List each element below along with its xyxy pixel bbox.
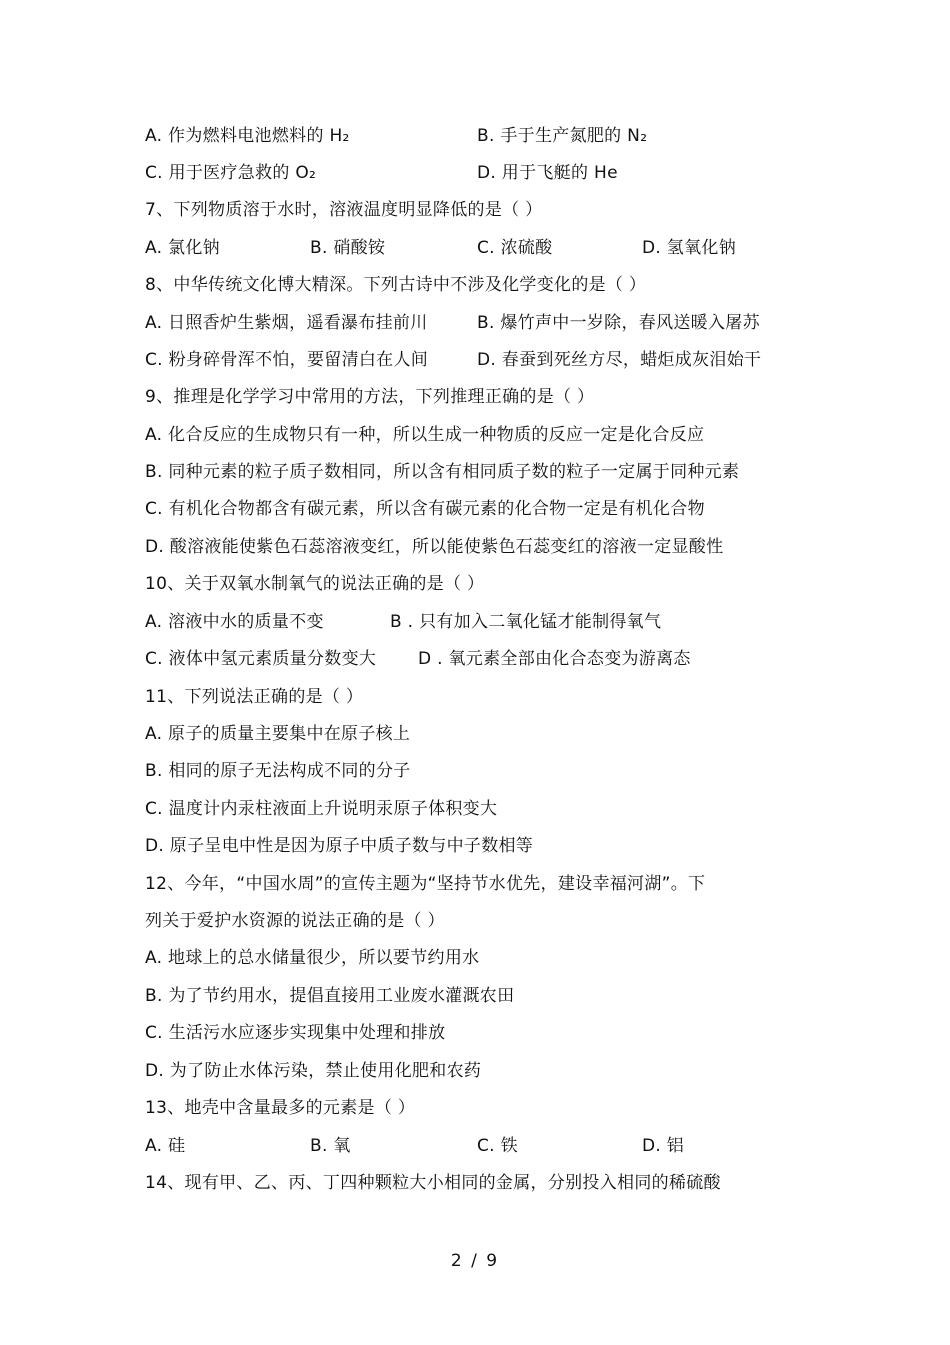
q13-option-c: C. 铁 — [477, 1136, 518, 1156]
q10-option-d: D . 氧元素全部由化合态变为游离态 — [418, 649, 691, 669]
q13-option-d: D. 铝 — [642, 1136, 685, 1156]
q13-option-a: A. 硅 — [145, 1136, 186, 1156]
q8-stem: 8、中华传统文化博大精深。下列古诗中不涉及化学变化的是（ ） — [145, 275, 647, 295]
q9-option-a: A. 化合反应的生成物只有一种，所以生成一种物质的反应一定是化合反应 — [145, 425, 705, 445]
q7-option-a: A. 氯化钠 — [145, 238, 220, 258]
q11-option-b: B. 相同的原子无法构成不同的分子 — [145, 761, 411, 781]
q7-option-b: B. 硝酸铵 — [310, 238, 386, 258]
q8-option-b: B. 爆竹声中一岁除，春风送暖入屠苏 — [477, 313, 760, 333]
q8-option-c: C. 粉身碎骨浑不怕，要留清白在人间 — [145, 350, 429, 370]
q10-option-a: A. 溶液中水的质量不变 — [145, 612, 324, 632]
q6-option-c: C. 用于医疗急救的 O₂ — [145, 163, 317, 183]
q11-option-d: D. 原子呈电中性是因为原子中质子数与中子数相等 — [145, 836, 534, 856]
q8-option-d: D. 春蚕到死丝方尽，蜡炬成灰泪始干 — [477, 350, 762, 370]
q13-option-b: B. 氧 — [310, 1136, 351, 1156]
q9-option-c: C. 有机化合物都含有碳元素，所以含有碳元素的化合物一定是有机化合物 — [145, 499, 705, 519]
q12-option-d: D. 为了防止水体污染，禁止使用化肥和农药 — [145, 1061, 482, 1081]
q9-option-b: B. 同种元素的粒子质子数相同，所以含有相同质子数的粒子一定属于同种元素 — [145, 462, 740, 482]
q12-option-b: B. 为了节约用水，提倡直接用工业废水灌溉农田 — [145, 986, 515, 1006]
q7-stem: 7、下列物质溶于水时，溶液温度明显降低的是（ ） — [145, 200, 543, 220]
q9-option-d: D. 酸溶液能使紫色石蕊溶液变红，所以能使紫色石蕊变红的溶液一定显酸性 — [145, 537, 724, 557]
q8-option-a: A. 日照香炉生紫烟，遥看瀑布挂前川 — [145, 313, 428, 333]
q7-option-c: C. 浓硫酸 — [477, 238, 553, 258]
q10-option-c: C. 液体中氢元素质量分数变大 — [145, 649, 377, 669]
q12-stem-line-1: 12、今年，“中国水周”的宣传主题为“坚持节水优先，建设幸福河湖”。下 — [145, 874, 706, 894]
q6-option-d: D. 用于飞艇的 He — [477, 163, 618, 183]
q6-option-b: B. 手于生产氮肥的 N₂ — [477, 126, 648, 146]
page-number: 2 / 9 — [450, 1251, 500, 1271]
q12-option-c: C. 生活污水应逐步实现集中处理和排放 — [145, 1023, 446, 1043]
q12-stem-line-2: 列关于爱护水资源的说法正确的是（ ） — [145, 911, 445, 931]
q10-option-b: B . 只有加入二氧化锰才能制得氧气 — [390, 612, 662, 632]
q12-option-a: A. 地球上的总水储量很少，所以要节约用水 — [145, 948, 480, 968]
q9-stem: 9、推理是化学学习中常用的方法，下列推理正确的是（ ） — [145, 387, 595, 407]
q11-option-a: A. 原子的质量主要集中在原子核上 — [145, 724, 411, 744]
q10-stem: 10、关于双氧水制氧气的说法正确的是（ ） — [145, 574, 485, 594]
q11-stem: 11、下列说法正确的是（ ） — [145, 687, 364, 707]
q13-stem: 13、地壳中含量最多的元素是（ ） — [145, 1098, 416, 1118]
q14-stem: 14、现有甲、乙、丙、丁四种颗粒大小相同的金属，分别投入相同的稀硫酸 — [145, 1173, 721, 1193]
q6-option-a: A. 作为燃料电池燃料的 H₂ — [145, 126, 350, 146]
q7-option-d: D. 氢氧化钠 — [642, 238, 736, 258]
q11-option-c: C. 温度计内汞柱液面上升说明汞原子体积变大 — [145, 799, 498, 819]
